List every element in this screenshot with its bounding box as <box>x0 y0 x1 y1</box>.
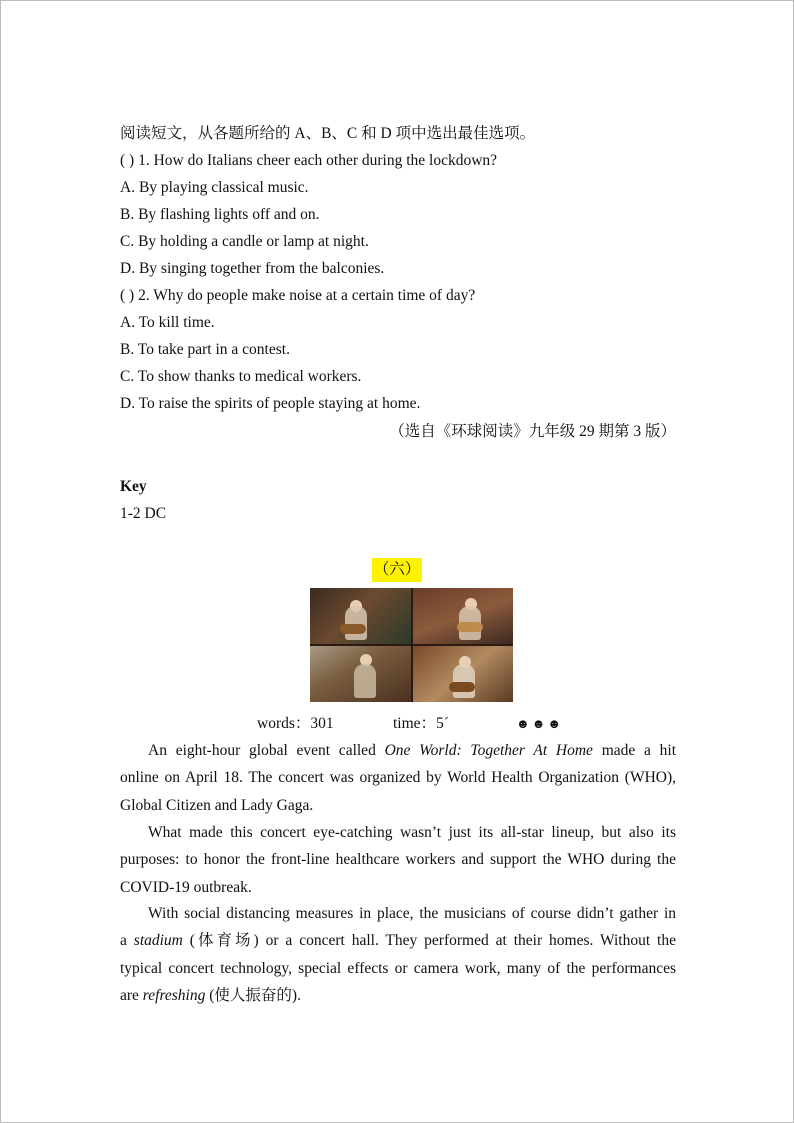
option-b: B. To take part in a contest. <box>120 341 290 358</box>
word-count: words：301 <box>257 715 334 732</box>
text: typical concert technology, special effects or camera work, many of the performances <box>120 959 676 977</box>
difficulty-rating: ☻☻☻ <box>516 716 564 731</box>
photo-performer-1 <box>310 588 411 644</box>
gloss: (使人振奋的). <box>205 986 301 1004</box>
reading-time: time：5´ <box>393 715 449 732</box>
section-label: （六） <box>372 558 422 582</box>
key-answer: 1-2 DC <box>120 505 167 522</box>
text: a <box>120 932 134 950</box>
text: An eight-hour global event called <box>148 742 385 759</box>
photo-performer-4 <box>413 646 514 702</box>
text: made a hit <box>592 742 677 759</box>
option-c: C. By holding a candle or lamp at night. <box>120 233 369 250</box>
key-title: Key <box>120 478 147 495</box>
question-1 <box>120 151 497 171</box>
concert-photo-collage <box>310 588 513 702</box>
option-d: D. By singing together from the balconies. <box>120 260 385 277</box>
text: COVID-19 outbreak. <box>120 878 252 896</box>
source-note: （选自《环球阅读》九年级 29 期第 3 版） <box>389 423 676 440</box>
photo-performer-3 <box>310 646 411 702</box>
answer-blank[interactable]: ( ) <box>120 152 135 169</box>
text: online on April 18. The concert was organized by World Health Organization (WHO), <box>120 769 676 787</box>
event-title: One World: Together At Home <box>384 742 593 759</box>
answer-blank[interactable]: ( ) <box>120 287 135 304</box>
vocab-stadium: stadium <box>133 932 183 950</box>
option-a: A. To kill time. <box>120 314 215 331</box>
text: are <box>120 986 143 1004</box>
photo-performer-2 <box>413 588 514 644</box>
text: With social distancing measures in place, the musicians of course didn’t gather in <box>148 905 676 922</box>
paragraph-1 <box>120 737 676 819</box>
option-d: D. To raise the spirits of people staying at home. <box>120 395 421 412</box>
question-stem: 2. Why do people make noise at a certain time of day? <box>138 287 476 304</box>
question-stem: 1. How do Italians cheer each other during the lockdown? <box>138 152 498 169</box>
option-b: B. By flashing lights off and on. <box>120 206 320 223</box>
paragraph-2 <box>120 819 676 901</box>
instructions: 阅读短文，从各题所给的 A、B、C 和 D 项中选出最佳选项。 <box>120 125 536 142</box>
text: Global Citizen and Lady Gaga. <box>120 796 314 814</box>
text: What made this concert eye-catching wasn’t just its all-star lineup, but also its <box>148 824 676 841</box>
gloss: (体育场) <box>182 932 259 950</box>
text: or a concert hall. They performed at their homes. Without the <box>258 932 676 950</box>
option-a: A. By playing classical music. <box>120 179 309 196</box>
paragraph-3 <box>120 900 676 1009</box>
option-c: C. To show thanks to medical workers. <box>120 368 362 385</box>
question-2 <box>120 286 475 306</box>
vocab-refreshing: refreshing <box>142 986 206 1004</box>
text: purposes: to honor the front-line healthcare workers and support the WHO during the <box>120 851 676 869</box>
